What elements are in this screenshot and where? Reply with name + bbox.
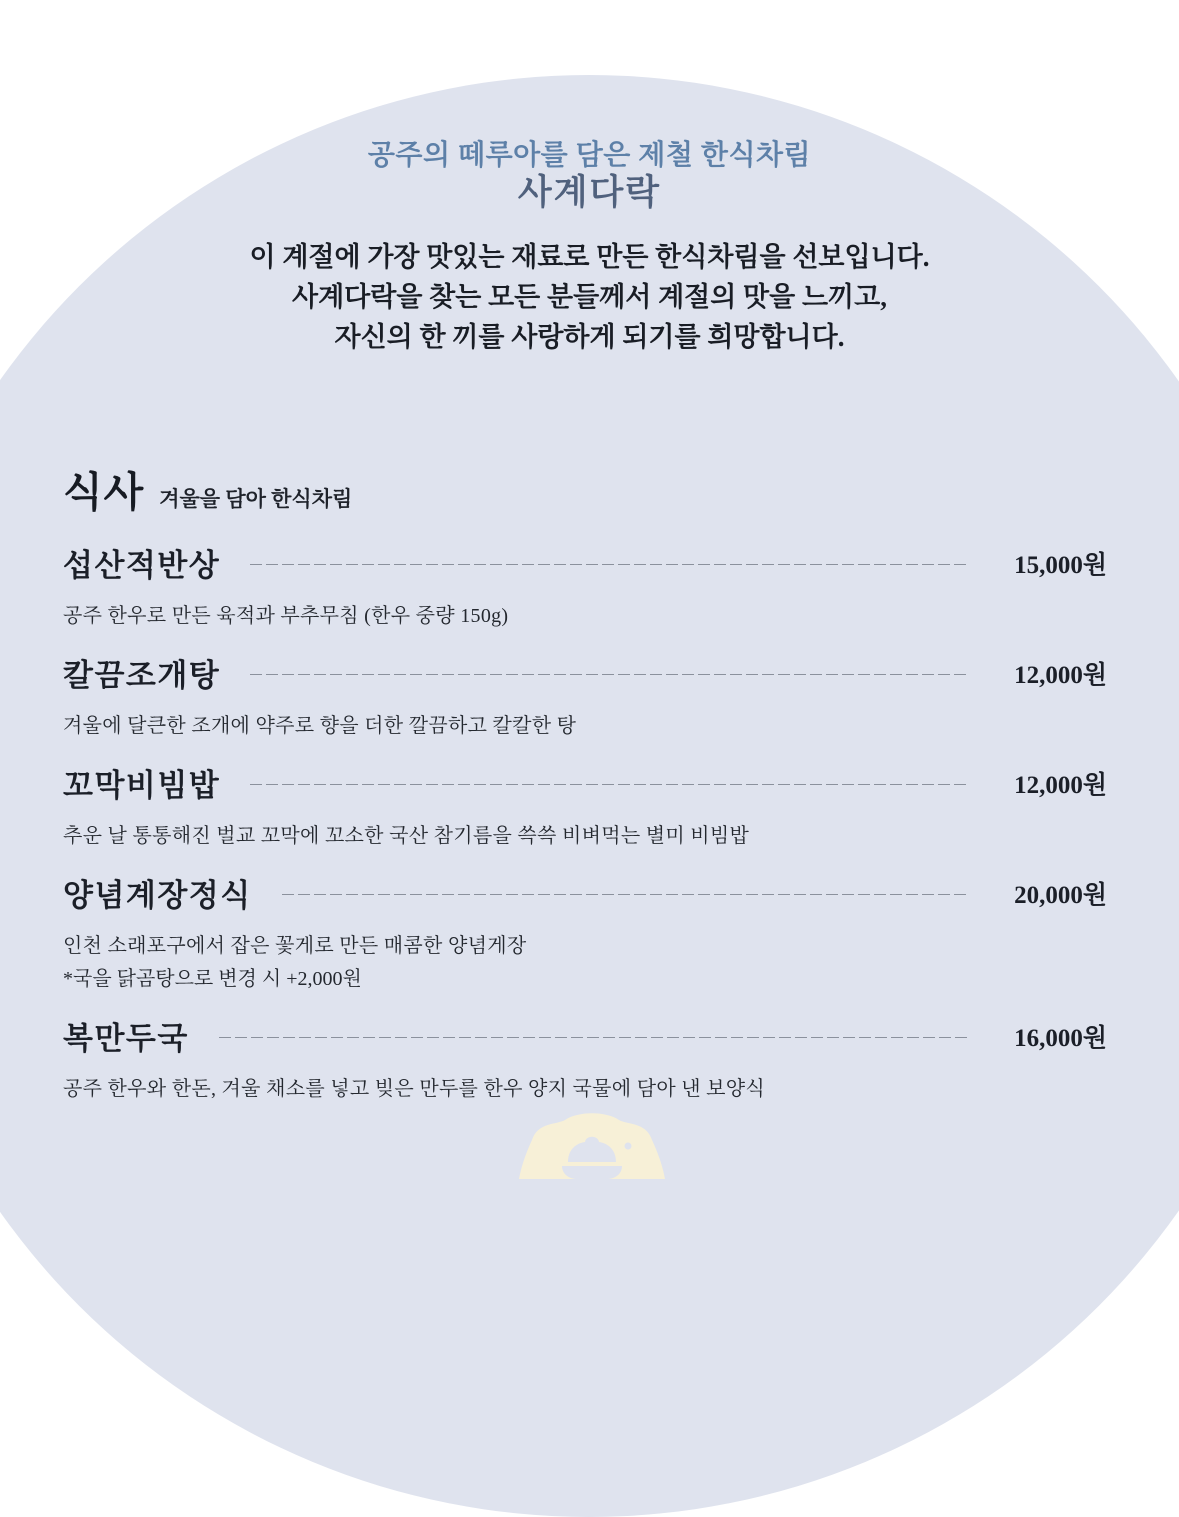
leader-line: [282, 894, 967, 896]
item-price: 12,000원: [1014, 661, 1107, 689]
intro-line-2: 사계다락을 찾는 모든 분들께서 계절의 맛을 느끼고,: [292, 282, 887, 312]
item-name: 꼬막비빔밥: [63, 768, 221, 803]
leader-line: [250, 674, 967, 676]
menu-item-row: [63, 540, 1107, 585]
item-description: 추운 날 통통해진 벌교 꼬막에 꼬소한 국산 참기름을 쓱쓱 비벼먹는 별미 비빔밥: [63, 825, 750, 847]
menu-item-row: [63, 870, 1107, 915]
intro-line-1: 이 계절에 가장 맛있는 재료로 만든 한식차림을 선보입니다.: [249, 242, 930, 272]
item-name: 섭산적반상: [63, 548, 221, 583]
leader-line: [219, 1037, 967, 1039]
menu-item: [63, 1013, 1107, 1101]
section-title: 식사: [63, 469, 145, 515]
item-price: 15,000원: [1014, 551, 1107, 579]
item-price: 12,000원: [1014, 771, 1107, 799]
menu-subtitle: 공주의 떼루아를 담은 제철 한식차림: [367, 140, 812, 171]
item-description: 공주 한우로 만든 육적과 부추무침 (한우 중량 150g): [63, 605, 509, 627]
menu-item-row: [63, 1013, 1107, 1058]
leader-line: [250, 564, 967, 566]
rice-bowl-watermark-icon: [518, 1110, 666, 1179]
item-description: 인천 소래포구에서 잡은 꽃게로 만든 매콤한 양념게장: [63, 935, 527, 957]
item-name: 양념계장정식: [63, 878, 252, 913]
intro-line-3: 자신의 한 끼를 사랑하게 되기를 희망합니다.: [334, 322, 845, 352]
item-name: 칼끔조개탕: [63, 658, 221, 693]
menu-item-row: [63, 650, 1107, 695]
section-header: [63, 459, 352, 518]
menu-item: [63, 540, 1107, 628]
menu-title: 사계다락: [517, 173, 662, 212]
menu-list: [63, 540, 1107, 1123]
section-subtitle: 겨울을 담아 한식차림: [159, 487, 353, 511]
menu-item: [63, 870, 1107, 991]
item-name: 복만두국: [63, 1021, 189, 1056]
item-price: 20,000원: [1014, 881, 1107, 909]
menu-item: [63, 760, 1107, 848]
menu-item: [63, 650, 1107, 738]
leader-line: [250, 784, 967, 786]
item-description: 겨울에 달큰한 조개에 약주로 향을 더한 깔끔하고 칼칼한 탕: [63, 715, 577, 737]
item-description: 공주 한우와 한돈, 겨울 채소를 넣고 빚은 만두를 한우 양지 국물에 담아 낸 보양식: [63, 1078, 766, 1100]
menu-item-row: [63, 760, 1107, 805]
menu-intro: [0, 237, 1179, 357]
item-note: *국을 닭곰탕으로 변경 시 +2,000원: [63, 968, 362, 990]
item-price: 16,000원: [1014, 1024, 1107, 1052]
